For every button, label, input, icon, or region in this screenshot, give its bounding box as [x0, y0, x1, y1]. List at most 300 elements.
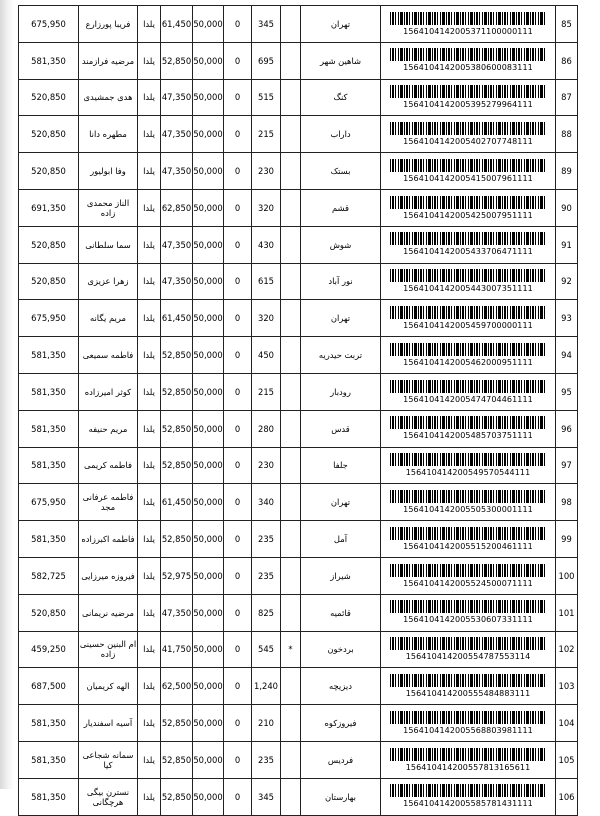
recipient-name-cell: سما سلطانی: [79, 226, 138, 263]
plan-cell: یلدا: [138, 447, 161, 484]
tracking-code: 1564104142005530607331111: [403, 615, 533, 625]
table-row: [19, 116, 578, 153]
table-row: [19, 778, 578, 815]
plan-cell: یلدا: [138, 226, 161, 263]
city-cell: کنگ: [301, 79, 381, 116]
city-cell: قشم: [301, 189, 381, 226]
plan-cell: یلدا: [138, 410, 161, 447]
amount-cell: 52,850: [161, 778, 193, 815]
plan-cell: یلدا: [138, 189, 161, 226]
amount-cell: 62,850: [161, 189, 193, 226]
base-fee-cell: 50,000: [193, 521, 224, 558]
table-row: [19, 226, 578, 263]
base-fee-cell: 50,000: [193, 116, 224, 153]
total-cell: 675,950: [19, 6, 79, 43]
barcode-graphic: [390, 85, 546, 98]
barcode-cell: [381, 189, 556, 226]
row-number-cell: 97: [556, 447, 578, 484]
city-cell: نور آباد: [301, 263, 381, 300]
unit-cell: 230: [252, 447, 281, 484]
amount-cell: 52,850: [161, 705, 193, 742]
zero-cell: 0: [224, 337, 252, 374]
plan-cell: یلدا: [138, 521, 161, 558]
city-cell: رودبار: [301, 373, 381, 410]
recipient-name-cell: فریبا پورزارع: [79, 6, 138, 43]
barcode-graphic: [390, 12, 546, 25]
city-cell: شیراز: [301, 557, 381, 594]
flag-cell: [281, 6, 301, 43]
barcode-graphic: [390, 784, 546, 797]
base-fee-cell: 50,000: [193, 373, 224, 410]
unit-cell: 320: [252, 300, 281, 337]
table-row: [19, 6, 578, 43]
barcode-graphic: [390, 196, 546, 209]
row-number-cell: 99: [556, 521, 578, 558]
tracking-code: 1564104142005443007351111: [403, 284, 533, 294]
plan-cell: یلدا: [138, 79, 161, 116]
barcode-graphic: [390, 416, 546, 429]
barcode-cell: [381, 521, 556, 558]
barcode-cell: [381, 668, 556, 705]
tracking-code: 1564104142005515200461111: [403, 541, 533, 551]
tracking-code: 1564104142005462000951111: [403, 357, 533, 367]
unit-cell: 210: [252, 705, 281, 742]
tracking-code: 1564104142005459700000111: [403, 320, 533, 330]
amount-cell: 61,450: [161, 300, 193, 337]
recipient-name-cell: وفا ابولیور: [79, 153, 138, 190]
page-binding-edge: [0, 0, 14, 789]
plan-cell: یلدا: [138, 300, 161, 337]
tracking-code: 1564104142005568803981111: [403, 725, 533, 735]
unit-cell: 215: [252, 373, 281, 410]
city-cell: داراب: [301, 116, 381, 153]
amount-cell: 61,450: [161, 484, 193, 521]
amount-cell: 47,350: [161, 226, 193, 263]
flag-cell: [281, 300, 301, 337]
recipient-name-cell: مریم یگانه: [79, 300, 138, 337]
total-cell: 581,350: [19, 42, 79, 79]
zero-cell: 0: [224, 373, 252, 410]
plan-cell: یلدا: [138, 778, 161, 815]
tracking-code: 1564104142005402707748111: [403, 136, 533, 146]
plan-cell: یلدا: [138, 741, 161, 778]
unit-cell: 1,240: [252, 668, 281, 705]
table-row: [19, 741, 578, 778]
base-fee-cell: 50,000: [193, 668, 224, 705]
total-cell: 520,850: [19, 116, 79, 153]
tracking-code: 1564104142005474704461111: [403, 394, 533, 404]
total-cell: 520,850: [19, 263, 79, 300]
recipient-name-cell: فاطمه کریمی: [79, 447, 138, 484]
plan-cell: یلدا: [138, 631, 161, 668]
row-number-cell: 91: [556, 226, 578, 263]
amount-cell: 52,850: [161, 373, 193, 410]
total-cell: 581,350: [19, 337, 79, 374]
barcode-graphic: [390, 674, 546, 687]
unit-cell: 340: [252, 484, 281, 521]
base-fee-cell: 50,000: [193, 226, 224, 263]
base-fee-cell: 50,000: [193, 447, 224, 484]
zero-cell: 0: [224, 6, 252, 43]
city-cell: فردیس: [301, 741, 381, 778]
amount-cell: 61,450: [161, 6, 193, 43]
base-fee-cell: 50,000: [193, 153, 224, 190]
shipment-ledger-table: [18, 5, 578, 816]
total-cell: 581,350: [19, 447, 79, 484]
zero-cell: 0: [224, 631, 252, 668]
city-cell: آمل: [301, 521, 381, 558]
unit-cell: 235: [252, 557, 281, 594]
flag-cell: [281, 521, 301, 558]
city-cell: قائمیه: [301, 594, 381, 631]
base-fee-cell: 50,000: [193, 42, 224, 79]
tracking-code: 1564104142005371100000111: [403, 26, 533, 36]
tracking-code: 1564104142005380600083111: [403, 63, 533, 73]
flag-cell: [281, 705, 301, 742]
table-row: [19, 263, 578, 300]
barcode-graphic: [390, 306, 546, 319]
base-fee-cell: 50,000: [193, 189, 224, 226]
unit-cell: 450: [252, 337, 281, 374]
recipient-name-cell: فیروزه میرزایی: [79, 557, 138, 594]
zero-cell: 0: [224, 557, 252, 594]
barcode-cell: [381, 6, 556, 43]
row-number-cell: 94: [556, 337, 578, 374]
zero-cell: 0: [224, 668, 252, 705]
total-cell: 675,950: [19, 300, 79, 337]
recipient-name-cell: فاطمه اکبرزاده: [79, 521, 138, 558]
table-row: [19, 521, 578, 558]
tracking-code: 156410414200554787553114: [405, 652, 531, 662]
table-row: [19, 705, 578, 742]
total-cell: 581,350: [19, 521, 79, 558]
amount-cell: 52,850: [161, 521, 193, 558]
flag-cell: [281, 668, 301, 705]
recipient-name-cell: مطهره دانا: [79, 116, 138, 153]
city-cell: دیزیچه: [301, 668, 381, 705]
row-number-cell: 100: [556, 557, 578, 594]
total-cell: 520,850: [19, 594, 79, 631]
row-number-cell: 89: [556, 153, 578, 190]
recipient-name-cell: مرضیه فرازمند: [79, 42, 138, 79]
table-row: [19, 373, 578, 410]
total-cell: 520,850: [19, 79, 79, 116]
base-fee-cell: 50,000: [193, 300, 224, 337]
table-row: [19, 557, 578, 594]
unit-cell: 615: [252, 263, 281, 300]
plan-cell: یلدا: [138, 337, 161, 374]
plan-cell: یلدا: [138, 594, 161, 631]
flag-cell: [281, 741, 301, 778]
row-number-cell: 98: [556, 484, 578, 521]
tracking-code: 1564104142005425007951111: [403, 210, 533, 220]
city-cell: بستک: [301, 153, 381, 190]
base-fee-cell: 50,000: [193, 557, 224, 594]
amount-cell: 52,975: [161, 557, 193, 594]
total-cell: 581,350: [19, 778, 79, 815]
barcode-graphic: [390, 564, 546, 577]
recipient-name-cell: آسیه اسفندیار: [79, 705, 138, 742]
base-fee-cell: 50,000: [193, 705, 224, 742]
flag-cell: [281, 484, 301, 521]
total-cell: 520,850: [19, 153, 79, 190]
row-number-cell: 95: [556, 373, 578, 410]
city-cell: تربت حیدریه: [301, 337, 381, 374]
table-row: [19, 42, 578, 79]
barcode-graphic: [390, 637, 546, 650]
zero-cell: 0: [224, 594, 252, 631]
unit-cell: 545: [252, 631, 281, 668]
barcode-cell: [381, 741, 556, 778]
table-row: [19, 337, 578, 374]
barcode-cell: [381, 116, 556, 153]
row-number-cell: 105: [556, 741, 578, 778]
table-row: [19, 631, 578, 668]
barcode-graphic: [390, 600, 546, 613]
row-number-cell: 92: [556, 263, 578, 300]
zero-cell: 0: [224, 226, 252, 263]
recipient-name-cell: مریم حنیفه: [79, 410, 138, 447]
unit-cell: 235: [252, 741, 281, 778]
amount-cell: 47,350: [161, 263, 193, 300]
flag-cell: [281, 226, 301, 263]
amount-cell: 52,850: [161, 337, 193, 374]
row-number-cell: 96: [556, 410, 578, 447]
barcode-graphic: [390, 453, 546, 466]
city-cell: شوش: [301, 226, 381, 263]
flag-cell: [281, 447, 301, 484]
base-fee-cell: 50,000: [193, 79, 224, 116]
recipient-name-cell: هدی جمشیدی: [79, 79, 138, 116]
row-number-cell: 102: [556, 631, 578, 668]
flag-cell: [281, 263, 301, 300]
ledger-body: [19, 6, 578, 816]
unit-cell: 430: [252, 226, 281, 263]
row-number-cell: 103: [556, 668, 578, 705]
table-row: [19, 410, 578, 447]
flag-cell: [281, 116, 301, 153]
tracking-code: 156410414200549570544111: [405, 468, 531, 478]
total-cell: 687,500: [19, 668, 79, 705]
total-cell: 581,350: [19, 410, 79, 447]
table-row: [19, 189, 578, 226]
table-row: [19, 153, 578, 190]
barcode-cell: [381, 300, 556, 337]
barcode-graphic: [390, 269, 546, 282]
flag-cell: [281, 42, 301, 79]
tracking-code: 1564104142005415007961111: [403, 173, 533, 183]
tracking-code: 1564104142005585781431111: [403, 799, 533, 809]
plan-cell: یلدا: [138, 116, 161, 153]
total-cell: 459,250: [19, 631, 79, 668]
recipient-name-cell: کوثر امیرزاده: [79, 373, 138, 410]
table-row: [19, 300, 578, 337]
barcode-cell: [381, 557, 556, 594]
flag-cell: [281, 557, 301, 594]
unit-cell: 215: [252, 116, 281, 153]
total-cell: 675,950: [19, 484, 79, 521]
city-cell: تهران: [301, 6, 381, 43]
barcode-graphic: [390, 48, 546, 61]
plan-cell: یلدا: [138, 6, 161, 43]
recipient-name-cell: نسترن بیگی هرچگانی: [79, 778, 138, 815]
recipient-name-cell: فاطمه عرفانی مجد: [79, 484, 138, 521]
zero-cell: 0: [224, 705, 252, 742]
tracking-code: 1564104142005395279964111: [403, 100, 533, 110]
zero-cell: 0: [224, 410, 252, 447]
zero-cell: 0: [224, 189, 252, 226]
flag-cell: [281, 594, 301, 631]
row-number-cell: 90: [556, 189, 578, 226]
barcode-cell: [381, 594, 556, 631]
barcode-graphic: [390, 748, 546, 761]
city-cell: بهارستان: [301, 778, 381, 815]
barcode-cell: [381, 705, 556, 742]
barcode-graphic: [390, 343, 546, 356]
barcode-cell: [381, 153, 556, 190]
flag-cell: [281, 189, 301, 226]
amount-cell: 41,750: [161, 631, 193, 668]
flag-cell: [281, 79, 301, 116]
barcode-graphic: [390, 490, 546, 503]
unit-cell: 280: [252, 410, 281, 447]
base-fee-cell: 50,000: [193, 778, 224, 815]
tracking-code: 1564104142005433706471111: [403, 247, 533, 257]
recipient-name-cell: الهه کریمیان: [79, 668, 138, 705]
row-number-cell: 88: [556, 116, 578, 153]
zero-cell: 0: [224, 741, 252, 778]
recipient-name-cell: فاطمه سمیعی: [79, 337, 138, 374]
row-number-cell: 87: [556, 79, 578, 116]
plan-cell: یلدا: [138, 484, 161, 521]
plan-cell: یلدا: [138, 263, 161, 300]
amount-cell: 62,500: [161, 668, 193, 705]
zero-cell: 0: [224, 263, 252, 300]
amount-cell: 52,850: [161, 410, 193, 447]
row-number-cell: 93: [556, 300, 578, 337]
plan-cell: یلدا: [138, 668, 161, 705]
barcode-cell: [381, 410, 556, 447]
recipient-name-cell: الناز محمدی زاده: [79, 189, 138, 226]
base-fee-cell: 50,000: [193, 263, 224, 300]
recipient-name-cell: مرضیه نریمانی: [79, 594, 138, 631]
city-cell: قدس: [301, 410, 381, 447]
barcode-cell: [381, 447, 556, 484]
barcode-cell: [381, 373, 556, 410]
row-number-cell: 104: [556, 705, 578, 742]
barcode-graphic: [390, 122, 546, 135]
zero-cell: 0: [224, 521, 252, 558]
table-row: [19, 484, 578, 521]
zero-cell: 0: [224, 300, 252, 337]
amount-cell: 47,350: [161, 153, 193, 190]
recipient-name-cell: سمانه شجاعی کیا: [79, 741, 138, 778]
barcode-graphic: [390, 527, 546, 540]
base-fee-cell: 50,000: [193, 410, 224, 447]
barcode-cell: [381, 79, 556, 116]
base-fee-cell: 50,000: [193, 631, 224, 668]
city-cell: تهران: [301, 484, 381, 521]
amount-cell: 47,350: [161, 594, 193, 631]
plan-cell: یلدا: [138, 373, 161, 410]
zero-cell: 0: [224, 484, 252, 521]
zero-cell: 0: [224, 447, 252, 484]
unit-cell: 825: [252, 594, 281, 631]
zero-cell: 0: [224, 153, 252, 190]
table-row: [19, 447, 578, 484]
base-fee-cell: 50,000: [193, 6, 224, 43]
tracking-code: 156410414200555484883111: [405, 688, 531, 698]
table-row: [19, 668, 578, 705]
flag-cell: [281, 337, 301, 374]
row-number-cell: 86: [556, 42, 578, 79]
unit-cell: 515: [252, 79, 281, 116]
barcode-graphic: [390, 232, 546, 245]
amount-cell: 52,850: [161, 447, 193, 484]
barcode-cell: [381, 42, 556, 79]
total-cell: 520,850: [19, 226, 79, 263]
flag-cell: [281, 778, 301, 815]
barcode-cell: [381, 337, 556, 374]
plan-cell: یلدا: [138, 705, 161, 742]
barcode-cell: [381, 631, 556, 668]
amount-cell: 47,350: [161, 79, 193, 116]
unit-cell: 695: [252, 42, 281, 79]
unit-cell: 235: [252, 521, 281, 558]
total-cell: 582,725: [19, 557, 79, 594]
row-number-cell: 101: [556, 594, 578, 631]
barcode-cell: [381, 484, 556, 521]
zero-cell: 0: [224, 79, 252, 116]
flag-cell: *: [281, 631, 301, 668]
total-cell: 691,350: [19, 189, 79, 226]
city-cell: جلفا: [301, 447, 381, 484]
table-row: [19, 79, 578, 116]
unit-cell: 230: [252, 153, 281, 190]
tracking-code: 1564104142005524500071111: [403, 578, 533, 588]
unit-cell: 345: [252, 6, 281, 43]
base-fee-cell: 50,000: [193, 594, 224, 631]
tracking-code: 1564104142005485703751111: [403, 431, 533, 441]
plan-cell: یلدا: [138, 557, 161, 594]
amount-cell: 52,850: [161, 741, 193, 778]
recipient-name-cell: زهرا عزیزی: [79, 263, 138, 300]
unit-cell: 345: [252, 778, 281, 815]
total-cell: 581,350: [19, 373, 79, 410]
barcode-graphic: [390, 380, 546, 393]
zero-cell: 0: [224, 778, 252, 815]
unit-cell: 320: [252, 189, 281, 226]
row-number-cell: 85: [556, 6, 578, 43]
tracking-code: 156410414200557813165611: [405, 762, 531, 772]
city-cell: تهران: [301, 300, 381, 337]
amount-cell: 47,350: [161, 116, 193, 153]
flag-cell: [281, 373, 301, 410]
plan-cell: یلدا: [138, 42, 161, 79]
flag-cell: [281, 410, 301, 447]
tracking-code: 1564104142005505300001111: [403, 504, 533, 514]
barcode-graphic: [390, 711, 546, 724]
total-cell: 581,350: [19, 741, 79, 778]
row-number-cell: 106: [556, 778, 578, 815]
plan-cell: یلدا: [138, 153, 161, 190]
base-fee-cell: 50,000: [193, 484, 224, 521]
zero-cell: 0: [224, 42, 252, 79]
barcode-graphic: [390, 159, 546, 172]
city-cell: شاهین شهر: [301, 42, 381, 79]
barcode-cell: [381, 778, 556, 815]
table-row: [19, 594, 578, 631]
